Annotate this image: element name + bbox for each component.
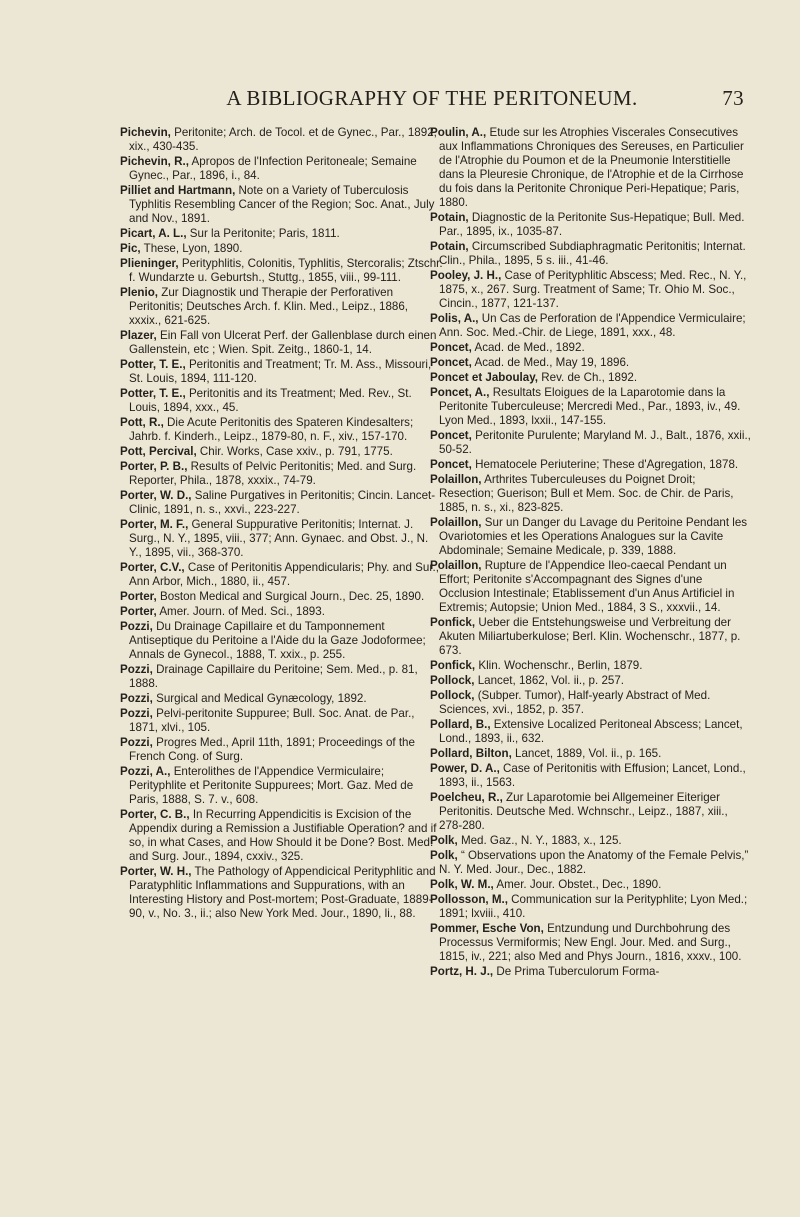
bibliography-entry: [430, 791, 753, 833]
bibliography-entry: [430, 312, 753, 340]
entry-citation: Ein Fall von Ulcerat Perf. der Gallenblase durch einen Gallenstein, etc ; Wien. Spit. Zeitg., 1860-1, 14.: [129, 329, 437, 356]
entry-citation: Un Cas de Perforation de l'Appendice Vermiculaire; Ann. Soc. Med.-Chir. de Liege, 1891, xxx., 48.: [439, 312, 746, 339]
entry-citation: Peritonitis and its Treatment; Med. Rev., St. Louis, 1894, xxx., 45.: [129, 387, 412, 414]
entry-citation: Boston Medical and Surgical Journ., Dec. 25, 1890.: [156, 590, 425, 603]
entry-citation: Lancet, 1862, Vol. ii., p. 257.: [474, 674, 625, 687]
entry-author: Porter, C.V.,: [120, 561, 185, 574]
bibliography-entry: [120, 445, 443, 459]
entry-citation: Case of Perityphlitic Abscess; Med. Rec., N. Y., 1875, x., 267. Surg. Treatment of Same; Tr. Ohio M. Soc., Cincin., 1877, 121-137.: [439, 269, 747, 310]
entry-citation: Apropos de l'Infection Peritoneale; Semaine Gynec., Par., 1896, i., 84.: [129, 155, 417, 182]
entry-citation: Rupture de l'Appendice Ileo-caecal Pendant un Effort; Peritonite s'Accompagnant des Signes d'une Occlusion Intestinale; Etablissement d'un Anus Artificiel in Extremis; Autopsie; Union Med., 1884, 3 S., xxxvii., 14.: [439, 559, 735, 614]
entry-author: Ponfick,: [430, 616, 476, 629]
bibliography-entry: [430, 458, 753, 472]
bibliography-entry: [120, 736, 443, 764]
page-number: 73: [722, 86, 744, 110]
bibliography-entry: [430, 674, 753, 688]
entry-author: Polaillon,: [430, 559, 482, 572]
entry-author: Polk, W. M.,: [430, 878, 494, 891]
entry-citation: Progres Med., April 11th, 1891; Proceedings of the French Cong. of Surg.: [129, 736, 415, 763]
entry-citation: Sur la Peritonite; Paris, 1811.: [186, 227, 340, 240]
entry-citation: Peritonitis and Treatment; Tr. M. Ass., Missouri, St. Louis, 1894, 111-120.: [129, 358, 432, 385]
bibliography-entry: [430, 893, 753, 921]
entry-author: Poncet,: [430, 356, 472, 369]
entry-citation: Lancet, 1889, Vol. ii., p. 165.: [511, 747, 662, 760]
bibliography-entry: [430, 659, 753, 673]
entry-author: Poncet, A.,: [430, 386, 490, 399]
bibliography-entry: [430, 341, 753, 355]
entry-citation: Du Drainage Capillaire et du Tamponnement Antiseptique du Peritoine a l'Aide du la Gaze Jodoformee; Annals de Gynecol., 1888, T. xxix., p. 255.: [129, 620, 426, 661]
entry-citation: Peritonite; Arch. de Tocol. et de Gynec., Par., 1892, xix., 430-435.: [129, 126, 437, 153]
left-column: [120, 126, 443, 922]
bibliography-entry: [120, 518, 443, 560]
entry-author: Pooley, J. H.,: [430, 269, 502, 282]
bibliography-entry: [120, 808, 443, 864]
bibliography-entry: [430, 516, 753, 558]
entry-citation: Case of Peritonitis with Effusion; Lancet, Lond., 1893, ii., 1563.: [439, 762, 746, 789]
entry-author: Poulin, A.,: [430, 126, 487, 139]
entry-citation: Circumscribed Subdiaphragmatic Peritonitis; Internat. Clin., Phila., 1895, 5 s. iii., 41-46.: [439, 240, 746, 267]
entry-citation: Pelvi-peritonite Suppuree; Bull. Soc. Anat. de Par., 1871, xlvi., 105.: [129, 707, 415, 734]
bibliography-entry: [120, 416, 443, 444]
bibliography-entry: [120, 460, 443, 488]
right-column: [430, 126, 753, 980]
entry-author: Power, D. A.,: [430, 762, 500, 775]
bibliography-entry: [120, 126, 443, 154]
entry-author: Plazer,: [120, 329, 157, 342]
entry-citation: Surgical and Medical Gynæcology, 1892.: [152, 692, 367, 705]
entry-citation: Communication sur la Perityphlite; Lyon Med.; 1891; lxviii., 410.: [439, 893, 748, 920]
entry-author: Plieninger,: [120, 257, 179, 270]
bibliography-entry: [430, 211, 753, 239]
entry-author: Polaillon,: [430, 473, 482, 486]
bibliography-entry: [430, 849, 753, 877]
bibliography-entry: [430, 386, 753, 428]
bibliography-entry: [120, 329, 443, 357]
entry-author: Pollard, Bilton,: [430, 747, 512, 760]
entry-citation: Amer. Jour. Obstet., Dec., 1890.: [493, 878, 662, 891]
entry-author: Pozzi,: [120, 736, 153, 749]
entry-citation: Drainage Capillaire du Peritoine; Sem. Med., p. 81, 1888.: [129, 663, 418, 690]
entry-citation: These, Lyon, 1890.: [140, 242, 243, 255]
entry-author: Porter, W. D.,: [120, 489, 192, 502]
entry-author: Poelcheu, R.,: [430, 791, 503, 804]
bibliography-entry: [430, 878, 753, 892]
bibliography-entry: [430, 269, 753, 311]
entry-author: Pozzi,: [120, 663, 153, 676]
bibliography-entry: [430, 689, 753, 717]
bibliography-entry: [120, 561, 443, 589]
bibliography-entry: [430, 559, 753, 615]
entry-author: Pichevin, R.,: [120, 155, 189, 168]
entry-author: Porter, C. B.,: [120, 808, 190, 821]
entry-author: Pott, Percival,: [120, 445, 197, 458]
page-title: A BIBLIOGRAPHY OF THE PERITONEUM.: [226, 86, 638, 110]
entry-author: Pozzi,: [120, 692, 153, 705]
bibliography-entry: [120, 257, 443, 285]
entry-citation: Diagnostic de la Peritonite Sus-Hepatique; Bull. Med. Par., 1895, ix., 1035-87.: [439, 211, 745, 238]
entry-author: Pic,: [120, 242, 141, 255]
entry-citation: Die Acute Peritonitis des Spateren Kindesalters; Jahrb. f. Kinderh., Leipz., 1879-80, n. F., xiv., 157-170.: [129, 416, 414, 443]
entry-author: Pichevin,: [120, 126, 171, 139]
entry-citation: In Recurring Appendicitis is Excision of the Appendix during a Remission a Justifiable Operation? and if so, in what Cases, and How Should it be Done? Bost. Med. and Surg. Jour., 1894, cxxiv., 325.: [129, 808, 437, 863]
entry-author: Porter, P. B.,: [120, 460, 188, 473]
bibliography-entry: [430, 240, 753, 268]
entry-author: Pozzi,: [120, 620, 153, 633]
bibliography-entry: [430, 126, 753, 210]
entry-author: Ponfick,: [430, 659, 476, 672]
entry-author: Picart, A. L.,: [120, 227, 187, 240]
entry-citation: (Subper. Tumor), Half-yearly Abstract of Med. Sciences, xvi., 1852, p. 357.: [439, 689, 711, 716]
entry-author: Poncet et Jaboulay,: [430, 371, 539, 384]
entry-author: Polaillon,: [430, 516, 482, 529]
entry-citation: “ Observations upon the Anatomy of the Female Pelvis,” N. Y. Med. Jour., Dec., 1882.: [439, 849, 749, 876]
bibliography-entry: [120, 707, 443, 735]
entry-citation: Peritonite Purulente; Maryland M. J., Balt., 1876, xxii., 50-52.: [439, 429, 751, 456]
entry-author: Potter, T. E.,: [120, 358, 186, 371]
bibliography-entry: [430, 473, 753, 515]
entry-citation: Perityphlitis, Colonitis, Typhlitis, Stercoralis; Ztschr. f. Wundarzte u. Geburtsh., Stuttg., 1855, viii., 99-111.: [129, 257, 443, 284]
entry-citation: Zur Laparotomie bei Allgemeiner Eiteriger Peritonitis. Deutsche Med. Wchnschr., Leipz., 1887, xiii., 278-280.: [439, 791, 728, 832]
bibliography-entry: [120, 286, 443, 328]
entry-citation: Saline Purgatives in Peritonitis; Cincin. Lancet-Clinic, 1891, n. s., xxvi., 223-227.: [129, 489, 436, 516]
entry-citation: Results of Pelvic Peritonitis; Med. and Surg. Reporter, Phila., 1878, xxxix., 74-79.: [129, 460, 417, 487]
entry-author: Pott, R.,: [120, 416, 164, 429]
entry-citation: The Pathology of Appendicical Perityphlitic and Paratyphlitic Inflammations and Suppurations, with an Interesting History and Post-mortem; Post-Graduate, 1889-90, v., No. 3., ii.; also New York Med. Jour., 1890, li., 88.: [129, 865, 436, 920]
bibliography-entry: [430, 747, 753, 761]
bibliography-entry: [430, 762, 753, 790]
entry-author: Porter,: [120, 605, 157, 618]
entry-citation: Resultats Eloigues de la Laparotomie dans la Peritonite Tuberculeuse; Mercredi Med., Par., 1893, iv., 49. Lyon Med., 1893, lxxii., 147-155.: [439, 386, 741, 427]
bibliography-entry: [430, 356, 753, 370]
bibliography-entry: [120, 387, 443, 415]
entry-citation: Rev. de Ch., 1892.: [538, 371, 638, 384]
entry-citation: Amer. Journ. of Med. Sci., 1893.: [156, 605, 325, 618]
entry-author: Pommer, Esche Von,: [430, 922, 544, 935]
bibliography-entry: [120, 489, 443, 517]
entry-author: Pollosson, M.,: [430, 893, 508, 906]
bibliography-entry: [430, 429, 753, 457]
entry-citation: Zur Diagnostik und Therapie der Perforativen Peritonitis; Deutsches Arch. f. Klin. Med., Leipz., 1886, xxxix., 621-625.: [129, 286, 409, 327]
bibliography-entry: [120, 184, 443, 226]
entry-author: Porter, W. H.,: [120, 865, 192, 878]
entry-author: Pilliet and Hartmann,: [120, 184, 236, 197]
entry-citation: Chir. Works, Case xxiv., p. 791, 1775.: [196, 445, 393, 458]
bibliography-entry: [120, 605, 443, 619]
entry-author: Pozzi,: [120, 707, 153, 720]
entry-citation: Entzundung und Durchbohrung des Processus Vermiformis; New Engl. Jour. Med. and Surg., 1815, iv., 221; also Med and Phys Journ., 1816, xxxv., 100.: [439, 922, 742, 963]
bibliography-entry: [120, 155, 443, 183]
entry-author: Potter, T. E.,: [120, 387, 186, 400]
entry-author: Porter,: [120, 590, 157, 603]
entry-citation: Arthrites Tuberculeuses du Poignet Droit; Resection; Guerison; Bull et Mem. Soc. de Chir. de Paris, 1885, n. s., xi., 823-825.: [439, 473, 734, 514]
entry-citation: Note on a Variety of Tuberculosis Typhlitis Resembling Cancer of the Region; Soc. Anat., July and Nov., 1891.: [129, 184, 435, 225]
bibliography-entry: [120, 663, 443, 691]
entry-citation: De Prima Tuberculorum Forma-: [493, 965, 660, 978]
bibliography-entry: [120, 692, 443, 706]
entry-citation: Etude sur les Atrophies Viscerales Consecutives aux Inflammations Chroniques des Sereuses, en Particulier de l'Atrophie du Poumon et de la Pneumonie Interstitielle dans la Pleuresie Chronique, de l'Atrophie et de la Cirrhose du fois dans la Peritonite Chronique Peri-Hepatique; Paris, 1880.: [439, 126, 744, 209]
entry-citation: Sur un Danger du Lavage du Peritoine Pendant les Ovariotomies et les Operations Analogues sur la Cavite Abdominale; Semaine Medicale, p. 339, 1888.: [439, 516, 748, 557]
entry-citation: Ueber die Entstehungsweise und Verbreitung der Akuten Miliartuberkulose; Berl. Klin. Wochenschr., 1877, p. 673.: [439, 616, 741, 657]
entry-citation: Acad. de Med., May 19, 1896.: [471, 356, 630, 369]
running-header: [120, 86, 744, 116]
entry-author: Polk,: [430, 834, 458, 847]
bibliography-entry: [120, 765, 443, 807]
entry-citation: Case of Peritonitis Appendicularis; Phy. and Sur., Ann Arbor, Mich., 1880, ii., 457.: [129, 561, 439, 588]
bibliography-entry: [430, 718, 753, 746]
bibliography-entry: [120, 620, 443, 662]
entry-author: Pollock,: [430, 689, 475, 702]
bibliography-entry: [430, 965, 753, 979]
entry-author: Portz, H. J.,: [430, 965, 494, 978]
entry-citation: Klin. Wochenschr., Berlin, 1879.: [475, 659, 643, 672]
entry-citation: Enterolithes de l'Appendice Vermiculaire; Perityphlite et Peritonite Suppurees; Mort. Gaz. Med de Paris, 1888, S. 7. v., 608.: [129, 765, 414, 806]
bibliography-entry: [430, 371, 753, 385]
entry-author: Poncet,: [430, 341, 472, 354]
bibliography-entry: [430, 834, 753, 848]
entry-author: Poncet,: [430, 429, 472, 442]
entry-author: Polis, A.,: [430, 312, 479, 325]
entry-citation: Med. Gaz., N. Y., 1883, x., 125.: [457, 834, 622, 847]
entry-author: Polk,: [430, 849, 458, 862]
bibliography-entry: [120, 242, 443, 256]
bibliography-entry: [430, 922, 753, 964]
entry-author: Poncet,: [430, 458, 472, 471]
bibliography-entry: [120, 227, 443, 241]
entry-author: Porter, M. F.,: [120, 518, 189, 531]
entry-citation: Acad. de Med., 1892.: [471, 341, 585, 354]
bibliography-entry: [430, 616, 753, 658]
entry-author: Pozzi, A.,: [120, 765, 171, 778]
entry-author: Pollock,: [430, 674, 475, 687]
bibliography-entry: [120, 590, 443, 604]
entry-author: Pollard, B.,: [430, 718, 491, 731]
entry-citation: General Suppurative Peritonitis; Internat. J. Surg., N. Y., 1895, viii., 377; Ann. Gynaec. and Obst. J., N. Y., 1895, vii., 368-370.: [129, 518, 429, 559]
bibliography-entry: [120, 865, 443, 921]
entry-author: Potain,: [430, 240, 469, 253]
entry-author: Plenio,: [120, 286, 159, 299]
entry-citation: Extensive Localized Peritoneal Abscess; Lancet, Lond., 1893, ii., 632.: [439, 718, 743, 745]
bibliography-entry: [120, 358, 443, 386]
entry-citation: Hematocele Periuterine; These d'Agregation, 1878.: [471, 458, 739, 471]
entry-author: Potain,: [430, 211, 469, 224]
